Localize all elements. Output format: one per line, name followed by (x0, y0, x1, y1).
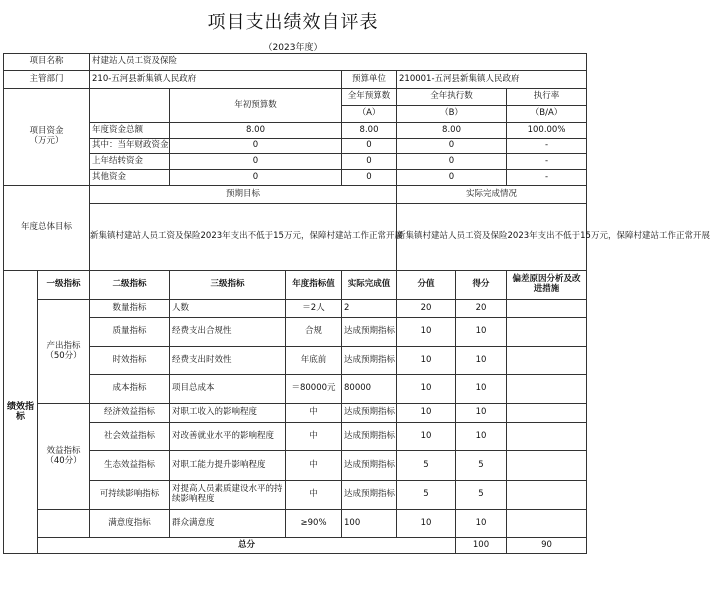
year-label: （2023年度） (263, 43, 323, 53)
actual-cell: 100 (342, 510, 397, 538)
level3-cell: 经费支出合规性 (170, 318, 286, 347)
level3-cell: 群众满意度 (170, 510, 286, 538)
level1-header: 一级指标 (38, 271, 90, 300)
score-header: 得分 (456, 271, 507, 300)
indicator-row (4, 300, 587, 318)
actual-cell: 达成预期指标 (342, 451, 397, 481)
fund-executed: 8.00 (397, 123, 507, 139)
target-cell: ≥90% (286, 510, 342, 538)
fund-executed: 0 (397, 154, 507, 170)
level2-cell: 社会效益指标 (90, 423, 170, 451)
score-cell: 10 (456, 510, 507, 538)
level2-cell: 数量指标 (90, 300, 170, 318)
funds-label: 项目资金 （万元） (4, 89, 90, 186)
weight-cell: 5 (397, 451, 456, 481)
fund-annual: 0 (342, 170, 397, 186)
funds-blank-header (90, 89, 170, 123)
project-name-row (4, 54, 587, 71)
score-cell: 10 (456, 347, 507, 375)
level3-cell: 人数 (170, 300, 286, 318)
reason-cell (507, 318, 587, 347)
actual-cell: 80000 (342, 375, 397, 404)
funds-row-total (4, 123, 587, 139)
actual-goal-header: 实际完成情况 (397, 186, 587, 204)
actual-cell: 达成预期指标 (342, 404, 397, 423)
target-cell: ＝80000元 (286, 375, 342, 404)
fund-row-label: 其中：当年财政资金 (90, 139, 170, 154)
executed-header: 全年执行数 (397, 89, 507, 106)
level3-cell: 对提高人员素质建设水平的持续影响程度 (170, 481, 286, 510)
target-header: 年度指标值 (286, 271, 342, 300)
fund-row-label: 其他资金 (90, 170, 170, 186)
reason-cell (507, 423, 587, 451)
dept-label: 主管部门 (4, 71, 90, 89)
fund-annual: 8.00 (342, 123, 397, 139)
target-cell: 中 (286, 404, 342, 423)
page-title: 项目支出绩效自评表 (207, 12, 379, 33)
funds-row-carryover (4, 154, 587, 170)
reason-header: 偏差原因分析及改进措施 (507, 271, 587, 300)
output-indicator-label: 产出指标（50分） (38, 300, 90, 404)
reason-cell (507, 510, 587, 538)
fund-rate: - (507, 170, 587, 186)
fund-rate: - (507, 139, 587, 154)
fund-annual: 0 (342, 154, 397, 170)
level3-cell: 对职工收入的影响程度 (170, 404, 286, 423)
level2-cell: 满意度指标 (90, 510, 170, 538)
actual-goal-text: 新集镇村建站人员工资及保险2023年支出不低于15万元，保障村建站工作正常开展 (397, 204, 587, 271)
fund-rate: - (507, 154, 587, 170)
project-name-value: 村建站人员工资及保险 (90, 54, 587, 71)
level3-cell: 对改善就业水平的影响程度 (170, 423, 286, 451)
target-cell: ＝2人 (286, 300, 342, 318)
funds-row-fiscal (4, 139, 587, 154)
funds-row-other (4, 170, 587, 186)
target-cell: 中 (286, 481, 342, 510)
indicator-row (4, 451, 587, 481)
score-cell: 5 (456, 451, 507, 481)
weight-cell: 5 (397, 481, 456, 510)
score-cell: 5 (456, 481, 507, 510)
funds-header-row-1 (4, 89, 587, 106)
executed-code: （B） (397, 106, 507, 123)
level2-header: 二级指标 (90, 271, 170, 300)
fund-initial: 0 (170, 154, 342, 170)
actual-cell: 达成预期指标 (342, 347, 397, 375)
indicator-row (4, 510, 587, 538)
indicator-row (4, 375, 587, 404)
perf-header-row (4, 271, 587, 300)
score-cell: 10 (456, 404, 507, 423)
total-row (4, 538, 587, 554)
score-cell: 20 (456, 300, 507, 318)
goals-content-row (4, 204, 587, 271)
evaluation-table (3, 53, 710, 554)
fund-rate: 100.00% (507, 123, 587, 139)
total-label: 总分 (38, 538, 456, 554)
level2-cell: 时效指标 (90, 347, 170, 375)
weight-cell: 10 (397, 510, 456, 538)
indicator-row (4, 481, 587, 510)
actual-cell: 达成预期指标 (342, 318, 397, 347)
score-cell: 10 (456, 423, 507, 451)
budget-unit-value: 210001-五河县新集镇人民政府 (397, 71, 587, 89)
level2-cell: 可持续影响指标 (90, 481, 170, 510)
actual-cell: 达成预期指标 (342, 481, 397, 510)
project-name-label: 项目名称 (4, 54, 90, 71)
score-cell: 10 (456, 318, 507, 347)
department-row (4, 71, 587, 89)
score-cell: 10 (456, 375, 507, 404)
level2-cell: 经济效益指标 (90, 404, 170, 423)
perf-label: 绩效指标 (4, 271, 38, 554)
actual-header: 实际完成值 (342, 271, 397, 300)
weight-cell: 10 (397, 347, 456, 375)
level2-cell: 成本指标 (90, 375, 170, 404)
level3-cell: 项目总成本 (170, 375, 286, 404)
reason-cell (507, 451, 587, 481)
reason-cell (507, 300, 587, 318)
level2-cell: 生态效益指标 (90, 451, 170, 481)
budget-unit-label: 预算单位 (342, 71, 397, 89)
rate-code: （B/A） (507, 106, 587, 123)
annual-budget-header: 全年预算数 (342, 89, 397, 106)
indicator-row (4, 318, 587, 347)
satisfaction-level1-cell (38, 510, 90, 538)
level3-cell: 对职工能力提升影响程度 (170, 451, 286, 481)
expected-goal-header: 预期目标 (90, 186, 397, 204)
actual-cell: 2 (342, 300, 397, 318)
goals-header-row (4, 186, 587, 204)
rate-header: 执行率 (507, 89, 587, 106)
indicator-row (4, 347, 587, 375)
reason-cell (507, 347, 587, 375)
target-cell: 中 (286, 451, 342, 481)
fund-row-label: 年度资金总额 (90, 123, 170, 139)
dept-value: 210-五河县新集镇人民政府 (90, 71, 342, 89)
weight-cell: 10 (397, 375, 456, 404)
fund-executed: 0 (397, 170, 507, 186)
annual-code: （A） (342, 106, 397, 123)
level2-cell: 质量指标 (90, 318, 170, 347)
weight-cell: 20 (397, 300, 456, 318)
level3-cell: 经费支出时效性 (170, 347, 286, 375)
fund-initial: 0 (170, 139, 342, 154)
weight-cell: 10 (397, 318, 456, 347)
indicator-row (4, 423, 587, 451)
fund-executed: 0 (397, 139, 507, 154)
actual-cell: 达成预期指标 (342, 423, 397, 451)
target-cell: 年底前 (286, 347, 342, 375)
total-score: 90 (507, 538, 587, 554)
reason-cell (507, 481, 587, 510)
fund-initial: 0 (170, 170, 342, 186)
fund-row-label: 上年结转资金 (90, 154, 170, 170)
level3-header: 三级指标 (170, 271, 286, 300)
weight-cell: 10 (397, 404, 456, 423)
weight-header: 分值 (397, 271, 456, 300)
fund-initial: 8.00 (170, 123, 342, 139)
reason-cell (507, 375, 587, 404)
target-cell: 合规 (286, 318, 342, 347)
target-cell: 中 (286, 423, 342, 451)
fund-annual: 0 (342, 139, 397, 154)
weight-cell: 10 (397, 423, 456, 451)
effect-indicator-label: 效益指标（40分） (38, 404, 90, 510)
indicator-row (4, 404, 587, 423)
goals-label: 年度总体目标 (4, 186, 90, 271)
initial-budget-header: 年初预算数 (170, 89, 342, 123)
expected-goal-text: 新集镇村建站人员工资及保险2023年支出不低于15万元，保障村建站工作正常开展 (90, 204, 397, 271)
total-weight: 100 (456, 538, 507, 554)
reason-cell (507, 404, 587, 423)
